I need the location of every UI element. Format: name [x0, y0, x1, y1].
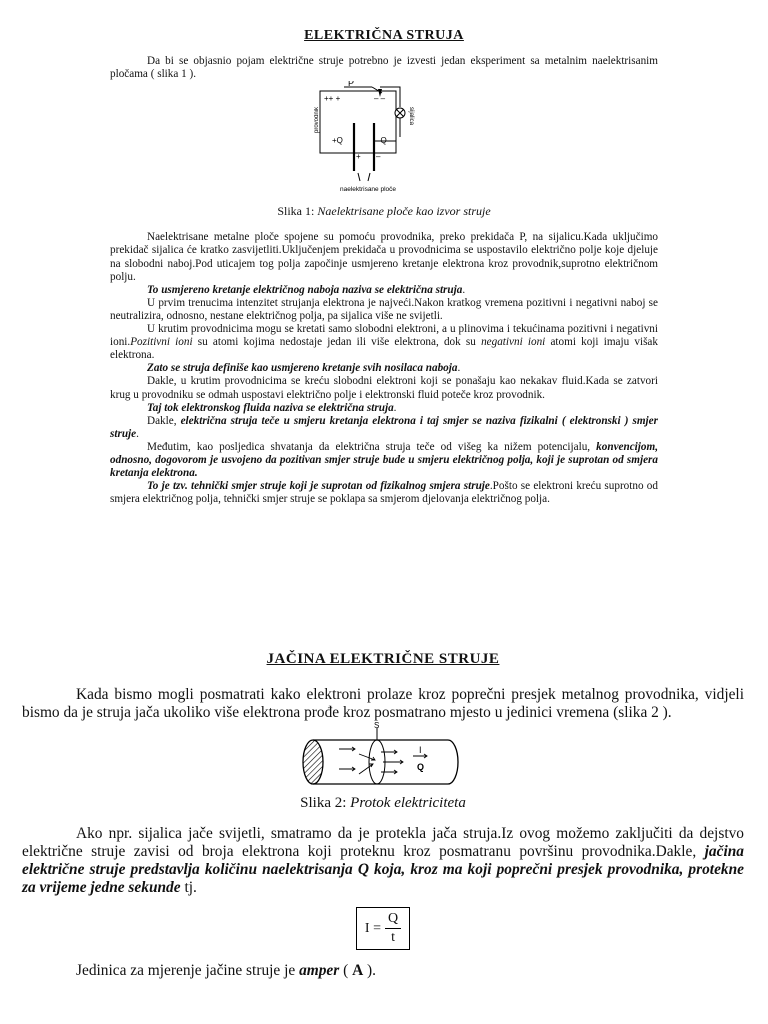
- s2p3-b: (: [339, 962, 353, 979]
- formula-numerator: Q: [385, 910, 401, 929]
- caption1-text: Naelektrisane ploče kao izvor struje: [317, 204, 491, 219]
- unit-name: amper: [299, 962, 340, 979]
- section2-paragraph-3: [22, 962, 744, 980]
- p10-bold: To je tzv. tehnički smjer struje koji je suprotan od fizikalnog smjera struje: [147, 480, 490, 493]
- p2-bold: To usmjereno kretanje električnog naboja naziva se električna struja: [147, 283, 463, 296]
- p5-end: .: [457, 362, 461, 375]
- fig1-label-plus-marks: +: [356, 152, 361, 162]
- s2p2-bold: jačina električne struje predstavlja količinu naelektrisanja Q koja, kroz ma koji poprečni presjek provodnika, protekne za vrijeme jedne sekunde: [22, 843, 744, 896]
- s2p3-a: Jedinica za mjerenje jačine struje je: [76, 962, 300, 979]
- formula-container: [22, 907, 744, 950]
- section1-paragraph-6: Dakle, u krutim provodnicima se kreću slobodni elektroni koji se ponašaju kao nekakav fluid.Kada se zatvori krug u provodniku se odmah uspostavi električno polje i elektronski fluid poteče kroz provodnik.: [110, 375, 658, 401]
- fig2-label-q: Q: [417, 762, 425, 772]
- section1-paragraph-4: [110, 323, 658, 362]
- p4-a: U krutim provodnicima mogu se kretati samo slobodni elektroni, a u plinovima i tekućinama pozitivni i negativni ioni.: [110, 323, 658, 349]
- caption2-text: Protok elektriciteta: [350, 795, 466, 811]
- p4-italic-2: negativni ioni: [481, 336, 546, 349]
- figure2-caption: [22, 794, 744, 812]
- section1-paragraph-7: [110, 402, 658, 415]
- p7-bold: Taj tok elektronskog fluida naziva se električna struja: [147, 401, 394, 414]
- p4-c: atomi koji imaju višak elektrona.: [110, 336, 658, 362]
- section1-title: ELEKTRIČNA STRUJA: [304, 28, 464, 43]
- formula-denominator: t: [391, 930, 395, 945]
- figure1-caption: [110, 205, 658, 218]
- unit-symbol: A: [352, 962, 364, 979]
- fig1-label-p: P: [348, 81, 355, 89]
- p4-italic-1: Pozitivni ioni: [130, 336, 193, 349]
- section2-paragraph-1: Kada bismo mogli posmatrati kako elektroni prolaze kroz poprečni presjek metalnog provodnika, vidjeli bismo da je struja jača ukoliko više elektrona prođe kroz posmatrano mjesto u jedinici vremena (slika 2 ).: [22, 686, 744, 721]
- p8-a: Dakle,: [147, 414, 181, 427]
- p9-bold: konvencijom, odnosno, dogovorom je usvojeno da pozitivan smjer struje bude u smjeru električnog polja, koji je suprotan od smjera kretanja elektrona.: [110, 440, 658, 480]
- section2-title: JAČINA ELEKTRIČNE STRUJE: [266, 651, 500, 667]
- section1-paragraph-10: [110, 480, 658, 506]
- s2p2-a: Ako npr. sijalica jače svijetli, smatramo da je protekla jača struja.Iz ovog možemo zaključiti da dejstvo električne struje zavisi od broja elektrona koji proteknu kroz posmatranu površinu provodnika.Dakle,: [22, 825, 744, 860]
- fig1-label-minus-marks: –: [376, 152, 381, 162]
- fig1-label-ploce: naelektrisane ploče: [340, 186, 397, 194]
- p2-end: .: [462, 283, 466, 296]
- fig1-label-plus-q: +Q: [332, 136, 343, 146]
- section1-paragraph-8: [110, 415, 658, 441]
- fig2-label-s: S: [374, 722, 380, 730]
- fig1-label-minus-top: – –: [374, 94, 386, 104]
- p7-end: .: [393, 401, 397, 414]
- p10-end: .Pošto se elektroni kreću suprotno od smjera električnog polja, tehnički smjer struje se poklapa sa smjerom djelovanja električnog polja.: [110, 480, 658, 506]
- fig1-wire-top: [344, 87, 400, 107]
- section1-paragraph-1: Naelektrisane metalne ploče spojene su pomoću provodnika, preko prekidača P, na sijalicu.Kada uključimo prekidač sijalica će kratko zasvijetliti.Uključenjem prekidača u provodnicima se uspostavilo električno polje koje djeluje na slobodni naboj.Pod uticajem tog polja započinje usmjereno kretanje elektrona kroz provodnik,suprotno električnom polju.: [110, 231, 658, 283]
- section2-paragraph-2: [22, 825, 744, 897]
- p9-a: Međutim, kao posljedica shvatanja da električna struja teče od višeg ka nižem potencijalu,: [147, 440, 597, 453]
- section-current-intensity: [22, 650, 744, 980]
- fig2-cross-section: [303, 740, 323, 784]
- figure2-electricity-flow: [293, 722, 473, 788]
- fig1-pointer-lines: [358, 173, 370, 181]
- p8-end: .: [136, 427, 139, 440]
- section1-paragraph-2: [110, 284, 658, 297]
- fig1-label-plus-top: ++ +: [324, 94, 341, 104]
- figure1-charged-plates: [314, 81, 454, 197]
- section1-paragraph-3: U prvim trenucima intenzitet strujanja elektrona je najveći.Nakon kratkog vremena pozitivni i negativni naboj se neutralizira, odnosno, nestane električnog polja, pa sijalica više ne svijetli.: [110, 296, 658, 322]
- p8-bold: električna struja teče u smjeru kretanja elektrona i taj smjer se naziva fizikalni ( elektronski ) smjer struje: [110, 414, 658, 440]
- fig1-label-minus-q: –Q: [376, 136, 387, 146]
- p5-bold: Zato se struja definiše kao usmjereno kretanje svih nosilaca naboja: [147, 362, 458, 375]
- caption2-prefix: Slika 2:: [300, 795, 351, 811]
- section1-paragraph-5: [110, 362, 658, 375]
- fig1-label-provodnik: provodnik: [314, 107, 320, 134]
- formula-lhs: I =: [364, 920, 381, 936]
- fig1-label-sijalica: sijalica: [408, 107, 414, 126]
- section1-paragraph-9: [110, 441, 658, 480]
- current-formula: [356, 907, 410, 950]
- section-electric-current: [110, 0, 658, 506]
- caption1-prefix: Slika 1:: [277, 204, 318, 219]
- formula-fraction: [385, 910, 401, 947]
- p4-b: su atomi kojima nedostaje jedan ili više elektrona, dok su: [192, 336, 482, 349]
- s2p2-end: tj.: [180, 879, 197, 896]
- fig2-label-i: I: [419, 745, 422, 755]
- s2p3-c: ).: [363, 962, 377, 979]
- section1-intro: Da bi se objasnio pojam električne struje potrebno je izvesti jedan eksperiment sa metalnim naelektrisanim pločama ( slika 1 ).: [110, 55, 658, 81]
